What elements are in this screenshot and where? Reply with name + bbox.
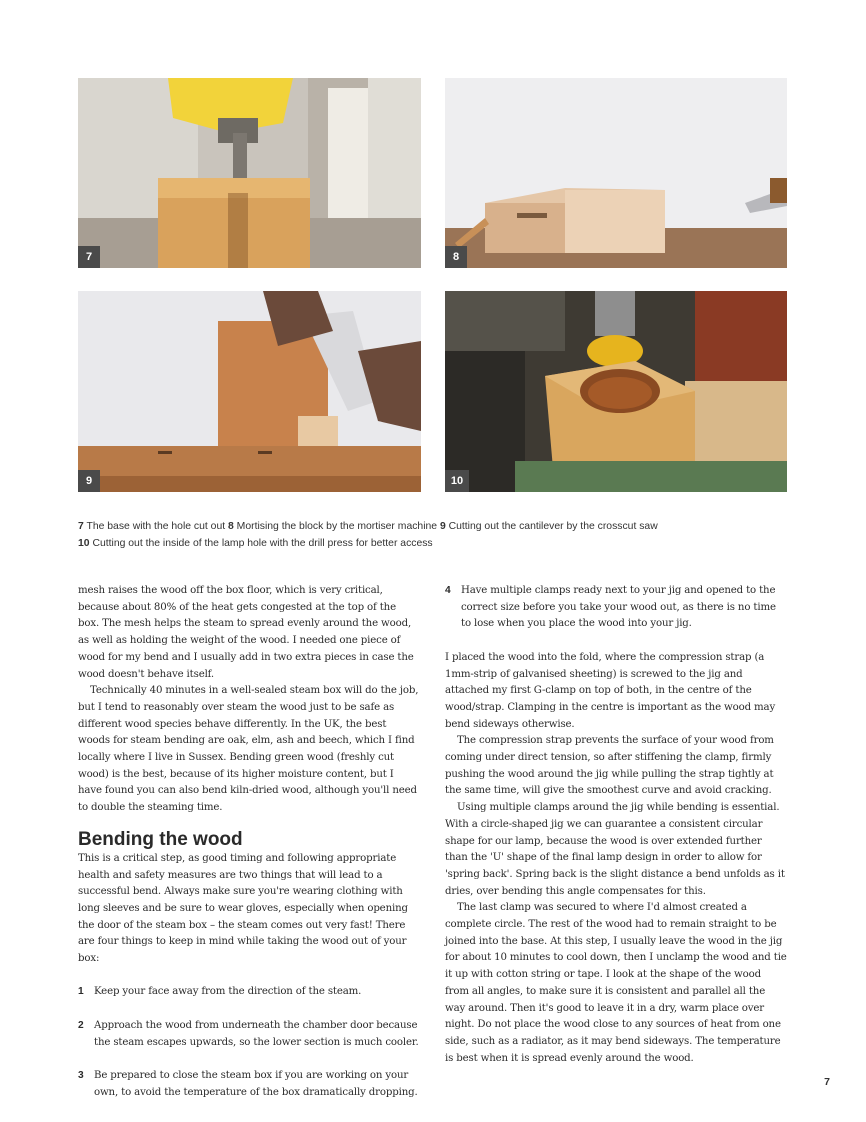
list-item — [78, 984, 420, 1001]
caption-text: The base with the hole cut out — [83, 521, 228, 532]
caption-number: 8 — [228, 521, 234, 532]
body-paragraph: Technically 40 minutes in a well-sealed steam box will do the job, but I tend to reasonably over steam the wood just to be safe as different wood species behave differently. In the UK, the best woods for steam bending are oak, elm, ash and beech, which I find locally where I live in Sussex. Bending green wood (freshly cut wood) is the best, because of its higher moisture content, but I have found you can also bend kiln-dried wood, although you'll need to double the steaming time. — [78, 685, 419, 814]
list-text: Keep your face away from the direction of the steam. — [94, 986, 362, 998]
list-number: 4 — [445, 585, 451, 596]
body-paragraph: I placed the wood into the fold, where the compression strap (a 1mm-strip of galvanised sheeting) is screwed to the jig and attached my first G-clamp on top of both, in the centre of the wood/strap. Clamping in the centre is important as the wood may bend sideways otherwise. — [445, 651, 776, 730]
photo-mortised-block — [445, 78, 787, 268]
figure-number-badge: 10 — [445, 470, 469, 492]
list-number: 3 — [78, 1069, 84, 1081]
list-item — [78, 1068, 420, 1101]
list-number: 1 — [78, 986, 84, 998]
list-text: Approach the wood from underneath the chamber door because the steam escapes upwards, so the lower section is much cooler. — [94, 1019, 419, 1048]
list-number: 2 — [78, 1019, 84, 1031]
figure-number-badge: 8 — [445, 246, 467, 268]
list-text: Have multiple clamps ready next to your jig and opened to the correct size before you take your wood out, as there is no time to lose when you place the wood into your jig. — [461, 585, 776, 630]
list-item — [445, 583, 787, 633]
photo-crosscut-saw — [78, 291, 421, 492]
photo-drill-press-hole — [445, 291, 787, 492]
caption-text: Mortising the block by the mortiser machine — [233, 521, 440, 532]
list-text: Be prepared to close the steam box if you are working on your own, to avoid the temperature of the box dramatically dropping. — [94, 1069, 418, 1098]
figure-number-badge: 7 — [78, 246, 100, 268]
caption-text: Cutting out the cantilever by the crosscut saw — [445, 521, 658, 532]
figure-number-badge: 9 — [78, 470, 100, 492]
caption-line-2 — [78, 535, 787, 552]
caption-number: 10 — [78, 538, 90, 549]
caption-line-1 — [78, 518, 787, 535]
body-paragraph: Using multiple clamps around the jig while bending is essential. With a circle-shaped jig we can guarantee a consistent circular shape for our lamp, because the wood is over extended further than the 'U' shape of the final lamp design in order to allow for 'spring back'. Spring back is the slight distance a bend unfolds as it dries, over bending this angle compensates for this. — [445, 802, 785, 897]
body-paragraph: The last clamp was secured to where I'd almost created a complete circle. The rest of the wood had to remain straight to be joined into the base. At this step, I usually leave the wood in the jig for about 10 minutes to cool down, then I unclamp the wood and tie it up with cotton string or tape. I look at the shape of the wood from all angles, to make sure it is consistent and parallel all the way around. Then it's good to leave it in a dry, warm place over night. Do not place the wood close to any sources of heat from one side, such as a radiator, as it may bend sideways. The temperature is best when it is spread evenly around the wood. — [445, 902, 787, 1064]
caption-number: 7 — [78, 521, 84, 532]
caption-text: Cutting out the inside of the lamp hole with the drill press for better access — [89, 538, 433, 549]
figure-captions — [78, 518, 787, 552]
caption-number: 9 — [439, 521, 446, 532]
body-paragraph: This is a critical step, as good timing and following appropriate health and safety measures are two things that will lead to a successful bend. Always make sure you're wearing clothing with long sleeves and be sure to wear gloves, especially when opening the door of the steam box – the steam comes out very fast! There are four things to keep in mind while taking the wood out of your box: — [78, 852, 408, 965]
list-item — [78, 1018, 420, 1051]
body-paragraph: mesh raises the wood off the box floor, which is very critical, because about 80% of the heat gets congested at the top of the box. The mesh helps the steam to spread evenly around the wood, as well as holding the weight of the wood. I needed one piece of wood for my bend and I usually add in two extra pieces in case the wood doesn't behave itself. — [78, 585, 414, 680]
right-column — [445, 583, 787, 1067]
left-column — [78, 583, 420, 1101]
section-heading: Bending the wood — [78, 828, 243, 850]
photo-mortiser-drill — [78, 78, 421, 268]
page-number: 7 — [824, 1076, 830, 1088]
body-paragraph: The compression strap prevents the surface of your wood from coming under direct tension, so after stiffening the clamp, firmly pushing the wood around the jig while pulling the strap tightly at the same time, will give the smoothest curve and avoid cracking. — [445, 735, 774, 797]
